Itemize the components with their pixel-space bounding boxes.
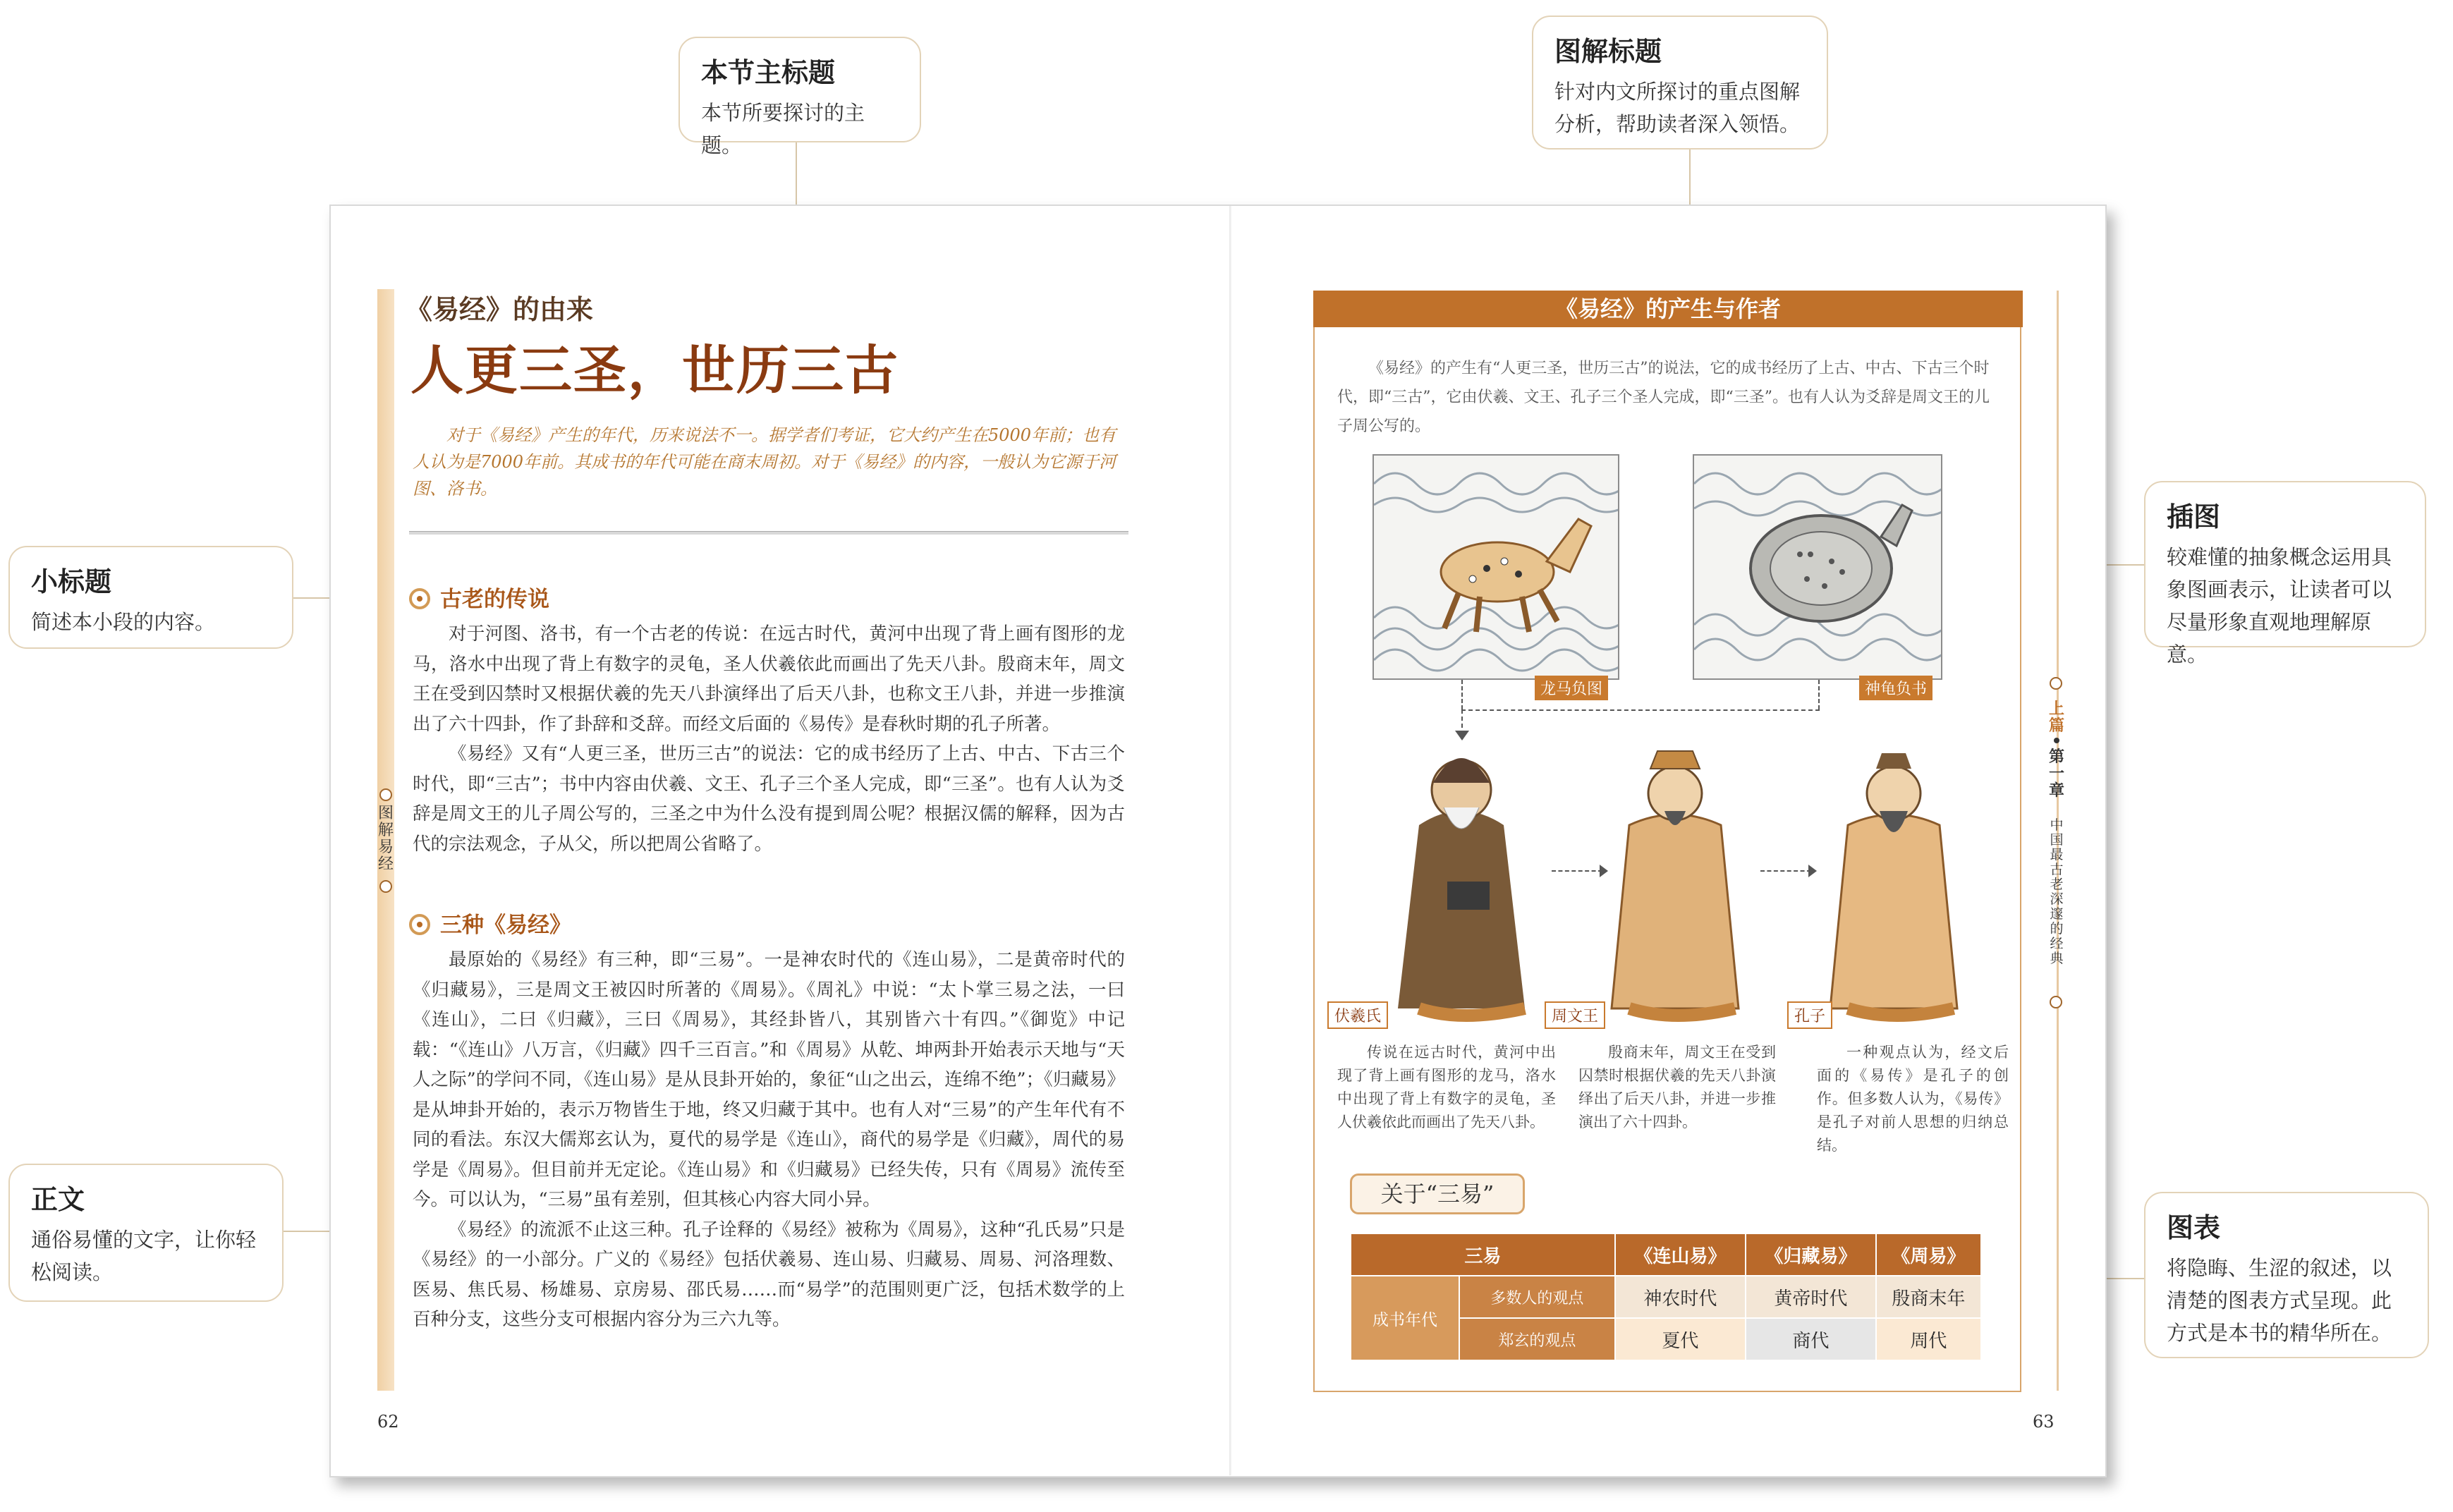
side-title: 中国最古老深邃的经典: [2050, 817, 2064, 966]
arrow-down-icon: [1455, 731, 1469, 740]
body-paragraph: 《易经》的流派不止这三种。孔子诠释的《易经》被称为《周易》，这种“孔氏易”只是《易经》的一小部分。广义的《易经》包括伏羲易、连山易、归藏易、周易、河洛理数、医易、焦氏易、杨雄易、京房易、邵氏易……而“易学”的范围则更广泛，包括术数学的上百种分支，这些分支可根据内容分为三六九等。: [413, 1219, 1125, 1330]
table-cell: 殷商末年: [1876, 1276, 1981, 1318]
callout-body-text: [8, 1164, 284, 1302]
side-label-marker: [379, 880, 392, 893]
table-cell: 商代: [1746, 1318, 1876, 1360]
section-bullet-icon: [409, 588, 430, 609]
side-part: 上篇: [2048, 700, 2064, 735]
connector-dashed: [1461, 680, 1464, 709]
sage-label: 伏羲氏: [1327, 1001, 1388, 1029]
divine-turtle-label: 神龟负书: [1859, 676, 1932, 700]
page-number-left: 62: [377, 1412, 399, 1432]
confucius-figure: [1820, 740, 1968, 1023]
sage-label: 周文王: [1545, 1001, 1605, 1029]
sage-caption: 殷商末年，周文王在受到囚禁时根据伏羲的先天八卦演绎出了后天八卦，并进一步推演出了六十四卦。: [1578, 1044, 1776, 1130]
about-label-text: 关于“三易”: [1380, 1181, 1495, 1207]
table-cell: 夏代: [1615, 1318, 1746, 1360]
fuxi-figure: [1377, 740, 1546, 1023]
table-row-group: 成书年代: [1351, 1276, 1459, 1360]
body-paragraph: 对于河图、洛书，有一个古老的传说：在远古时代，黄河中出现了背上画有图形的龙马，洛水中出现了背上有数字的灵龟，圣人伏羲依此而画出了先天八卦。殷商末年，周文王在受到囚禁时又根据伏羲的先天八卦演绎出了后天八卦，也称文王八卦，并进一步推演出了六十四卦，作了卦辞和爻辞。而经文后面的《易传》是春秋时期的孔子所著。: [413, 623, 1125, 735]
table-header-row: [1351, 1233, 1981, 1276]
callout-desc: 通俗易懂的文字，让你轻松阅读。: [31, 1228, 257, 1284]
table-cell: 周代: [1876, 1318, 1981, 1360]
arrow-right-icon: [1808, 865, 1817, 877]
figure-banner-text: 《易经》的产生与作者: [1554, 295, 1781, 322]
connector-dashed: [1818, 680, 1821, 709]
side-label-marker: [379, 788, 392, 801]
callout-title: 正文: [31, 1184, 85, 1215]
section-heading-three-yi: [409, 907, 571, 939]
section-kicker: 《易经》的由来: [406, 293, 594, 325]
callout-main-title: [678, 37, 921, 157]
side-dot: [2054, 738, 2059, 743]
page-number-right: 63: [2033, 1412, 2055, 1432]
section-bullet-icon: [409, 914, 430, 935]
sage-caption: 一种观点认为，经文后面的《易传》是孔子的创作。但多数人认为，《易传》是孔子对前人思想的归纳总结。: [1817, 1044, 2009, 1154]
table-row-label: 郑玄的观点: [1459, 1318, 1615, 1360]
callout-title: 插图: [2167, 501, 2221, 532]
callout-desc: 本节所要探讨的主题。: [701, 101, 865, 157]
table-header: 《周易》: [1876, 1233, 1981, 1276]
table-cell: 黄帝时代: [1746, 1276, 1876, 1318]
dragon-horse-label: 龙马负图: [1535, 676, 1608, 700]
sage-caption: 传说在远古时代，黄河中出现了背上画有图形的龙马，洛水中出现了背上有数字的灵龟，圣人伏羲依此而画出了先天八卦。: [1337, 1044, 1556, 1130]
callout-chart: [2144, 1192, 2429, 1358]
callout-figure-title: [1532, 16, 1828, 150]
body-paragraph: 《易经》又有“人更三圣，世历三古”的说法：它的成书经历了上古、中古、下古三个时代，即“三古”；书中内容由伏羲、文王、孔子三个圣人完成，即“三圣”。也有人认为爻辞是周文王的儿子周公写的，三圣之中为什么没有提到周公呢？根据汉儒的解释，因为古代的宗法观念，子从父，所以把周公省略了。: [413, 743, 1125, 855]
table-row: [1351, 1276, 1981, 1318]
body-paragraph: 最原始的《易经》有三种，即“三易”。一是神农时代的《连山易》，二是黄帝时代的《归藏易》，三是周文王被囚时所著的《周易》。《周礼》中说：“太卜掌三易之法，一曰《连山》，二曰《归藏》，三曰《周易》，其经卦皆八，其别皆六十有四。”《御览》中记载：“《连山》八万言，《归藏》四千三百言。”和《周易》从乾、坤两卦开始表示天地与“天人之际”的学问不同，《连山易》是从艮卦开始的，象征“山之出云，连绵不绝”；《归藏易》是从坤卦开始的，表示万物皆生于地，终又归藏于其中。也有人对“三易”的产生年代有不同的看法。东汉大儒郑玄认为，夏代的易学是《连山》，商代的易学是《归藏》，周代的易学是《周易》。但目前并无定论。《连山易》和《归藏易》已经失传，只有《周易》流传至今。可以认为，“三易”虽有差别，但其核心内容大同小异。: [413, 949, 1125, 1210]
callout-desc: 简述本小段的内容。: [31, 610, 216, 634]
callout-desc: 将隐晦、生涩的叙述，以清楚的图表方式呈现。此方式是本书的精华所在。: [2167, 1256, 2392, 1345]
connector-dashed: [1461, 709, 1820, 712]
book-spine: [1229, 206, 1231, 1475]
sage-label: 孔子: [1787, 1001, 1832, 1029]
three-yi-table: [1350, 1233, 1982, 1361]
section-heading-text: 三种《易经》: [440, 913, 571, 938]
table-header: 三易: [1351, 1233, 1615, 1276]
section-heading-legend: [409, 581, 549, 613]
chapter-marker: [2050, 996, 2062, 1008]
side-chapter: 第一章: [2048, 748, 2064, 800]
arrow-right-icon: [1600, 865, 1608, 877]
callout-subtitle: [8, 546, 293, 649]
table-row-label: 多数人的观点: [1459, 1276, 1615, 1318]
callout-title: 图表: [2167, 1212, 2221, 1243]
callout-desc: 较难懂的抽象概念运用具象图画表示，让读者可以尽量形象直观地理解原意。: [2167, 545, 2392, 666]
sequence-arrow: [1552, 870, 1602, 873]
section-body: [413, 945, 1125, 1335]
divine-turtle-illustration: [1693, 454, 1942, 680]
king-wen-figure: [1601, 740, 1749, 1023]
figure-banner: [1313, 291, 2023, 327]
dragon-horse-illustration: [1372, 454, 1619, 680]
callout-desc: 针对内文所探讨的重点图解分析，帮助读者深入领悟。: [1554, 80, 1801, 136]
page-title: 人更三圣，世历三古: [410, 339, 900, 401]
table-header: 《归藏易》: [1746, 1233, 1876, 1276]
table-cell: 神农时代: [1615, 1276, 1746, 1318]
about-label: [1350, 1173, 1525, 1214]
table-header: 《连山易》: [1615, 1233, 1746, 1276]
section-heading-text: 古老的传说: [440, 587, 549, 612]
chapter-marker: [2050, 677, 2062, 690]
section-body: [413, 619, 1125, 859]
callout-title: 小标题: [31, 566, 112, 597]
side-label: 图解易经: [377, 805, 394, 873]
intro-paragraph: 对于《易经》产生的年代，历来说法不一。据学者们考证，它大约产生在5000年前；也有人认为是7000年前。其成书的年代可能在商末周初。对于《易经》的内容，一般认为它源于河图、洛书。: [413, 425, 1116, 499]
callout-title: 本节主标题: [701, 57, 836, 88]
callout-title: 图解标题: [1554, 36, 1662, 67]
callout-illustration: [2144, 481, 2426, 666]
figure-intro: 《易经》的产生有“人更三圣，世历三古”的说法，它的成书经历了上古、中古、下古三个时代，即“三古”，它由伏羲、文王、孔子三个圣人完成，即“三圣”。也有人认为爻辞是周文王的儿子周公写的。: [1337, 360, 1990, 435]
sequence-arrow: [1760, 870, 1811, 873]
intro-divider: [409, 531, 1128, 535]
